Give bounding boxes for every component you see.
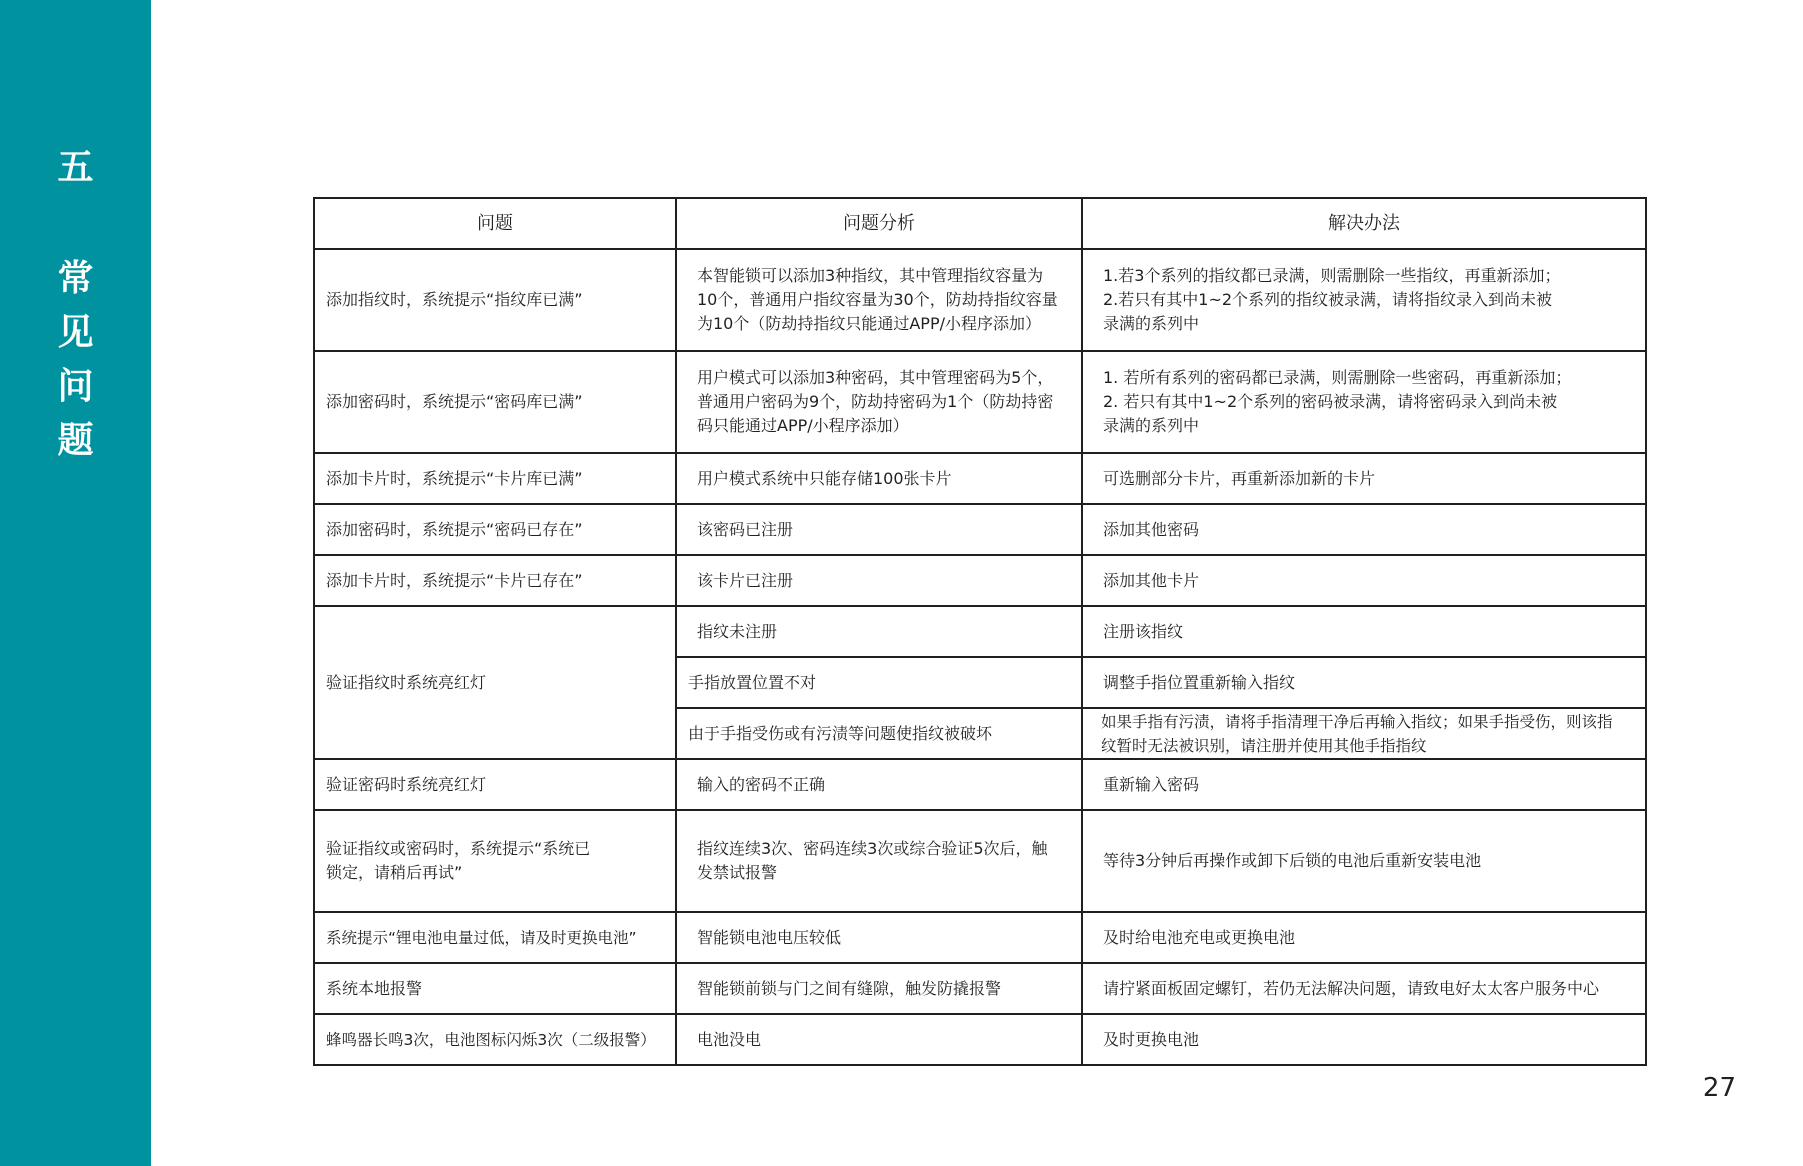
analysis-cell: 用户模式系统中只能存储100张卡片 xyxy=(676,453,1082,504)
analysis-cell: 用户模式可以添加3种密码，其中管理密码为5个， 普通用户密码为9个，防劫持密码为1个（防劫持密 码只能通过APP/小程序添加） xyxy=(676,351,1082,453)
table-row xyxy=(314,759,1646,810)
table-row xyxy=(314,810,1646,912)
table-row xyxy=(314,606,1646,657)
table-row xyxy=(314,504,1646,555)
solution-cell: 及时给电池充电或更换电池 xyxy=(1082,912,1646,963)
sidebar xyxy=(0,0,151,1166)
faq-table xyxy=(313,197,1647,1066)
solution-cell: 重新输入密码 xyxy=(1082,759,1646,810)
section-title-char: 题 xyxy=(57,420,94,461)
table-header-row xyxy=(314,198,1646,249)
table-row xyxy=(314,1014,1646,1065)
problem-cell: 添加指纹时，系统提示“指纹库已满” xyxy=(314,249,676,351)
problem-cell: 验证密码时系统亮红灯 xyxy=(314,759,676,810)
solution-cell: 1. 若所有系列的密码都已录满，则需删除一些密码，再重新添加； 2. 若只有其中1~2个系列的密码被录满，请将密码录入到尚未被 录满的系列中 xyxy=(1082,351,1646,453)
table-row xyxy=(314,912,1646,963)
problem-cell: 验证指纹时系统亮红灯 xyxy=(314,606,676,759)
table-row xyxy=(314,555,1646,606)
problem-cell: 添加卡片时，系统提示“卡片库已满” xyxy=(314,453,676,504)
section-title xyxy=(0,252,151,468)
header-problem: 问题 xyxy=(314,198,676,249)
solution-cell: 及时更换电池 xyxy=(1082,1014,1646,1065)
section-number: 五 xyxy=(57,147,94,188)
solution-cell: 1.若3个系列的指纹都已录满，则需删除一些指纹，再重新添加； 2.若只有其中1~2个系列的指纹被录满，请将指纹录入到尚未被 录满的系列中 xyxy=(1082,249,1646,351)
problem-cell: 系统本地报警 xyxy=(314,963,676,1014)
problem-cell: 验证指纹或密码时，系统提示“系统已 锁定，请稍后再试” xyxy=(314,810,676,912)
section-title-char: 问 xyxy=(57,366,94,407)
solution-cell: 如果手指有污渍，请将手指清理干净后再输入指纹；如果手指受伤，则该指 纹暂时无法被识别，请注册并使用其他手指指纹 xyxy=(1082,708,1646,759)
analysis-cell: 本智能锁可以添加3种指纹，其中管理指纹容量为 10个，普通用户指纹容量为30个，防劫持指纹容量 为10个（防劫持指纹只能通过APP/小程序添加） xyxy=(676,249,1082,351)
analysis-cell: 指纹连续3次、密码连续3次或综合验证5次后，触 发禁试报警 xyxy=(676,810,1082,912)
table-row xyxy=(314,453,1646,504)
problem-cell: 添加卡片时，系统提示“卡片已存在” xyxy=(314,555,676,606)
table-row xyxy=(314,249,1646,351)
analysis-cell: 该卡片已注册 xyxy=(676,555,1082,606)
analysis-cell: 由于手指受伤或有污渍等问题使指纹被破坏 xyxy=(676,708,1082,759)
solution-cell: 等待3分钟后再操作或卸下后锁的电池后重新安装电池 xyxy=(1082,810,1646,912)
problem-cell: 系统提示“锂电池电量过低，请及时更换电池” xyxy=(314,912,676,963)
table-row xyxy=(314,351,1646,453)
analysis-cell: 智能锁电池电压较低 xyxy=(676,912,1082,963)
analysis-cell: 指纹未注册 xyxy=(676,606,1082,657)
solution-cell: 添加其他密码 xyxy=(1082,504,1646,555)
header-analysis: 问题分析 xyxy=(676,198,1082,249)
problem-cell: 添加密码时，系统提示“密码库已满” xyxy=(314,351,676,453)
analysis-cell: 手指放置位置不对 xyxy=(676,657,1082,708)
page-number: 27 xyxy=(1702,1073,1736,1103)
section-title-char: 常 xyxy=(57,258,94,299)
table-row xyxy=(314,963,1646,1014)
solution-cell: 注册该指纹 xyxy=(1082,606,1646,657)
header-solution: 解决办法 xyxy=(1082,198,1646,249)
solution-cell: 可选删部分卡片，再重新添加新的卡片 xyxy=(1082,453,1646,504)
problem-cell: 添加密码时，系统提示“密码已存在” xyxy=(314,504,676,555)
analysis-cell: 输入的密码不正确 xyxy=(676,759,1082,810)
solution-cell: 调整手指位置重新输入指纹 xyxy=(1082,657,1646,708)
solution-cell: 请拧紧面板固定螺钉，若仍无法解决问题，请致电好太太客户服务中心 xyxy=(1082,963,1646,1014)
analysis-cell: 该密码已注册 xyxy=(676,504,1082,555)
problem-cell: 蜂鸣器长鸣3次，电池图标闪烁3次（二级报警） xyxy=(314,1014,676,1065)
section-title-char: 见 xyxy=(57,312,94,353)
analysis-cell: 电池没电 xyxy=(676,1014,1082,1065)
solution-cell: 添加其他卡片 xyxy=(1082,555,1646,606)
analysis-cell: 智能锁前锁与门之间有缝隙，触发防撬报警 xyxy=(676,963,1082,1014)
